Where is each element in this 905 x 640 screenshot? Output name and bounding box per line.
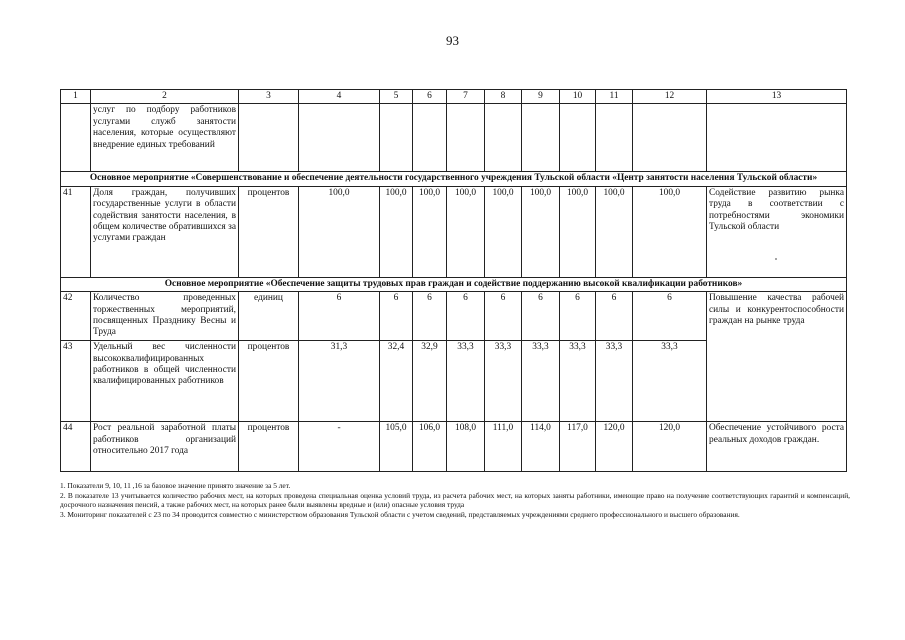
header-cell: 7 <box>447 90 485 104</box>
indicators-table <box>60 89 847 472</box>
unit: процентов <box>239 341 299 422</box>
value-cell: 111,0 <box>485 422 522 472</box>
header-cell: 6 <box>413 90 447 104</box>
value-cell: 32,4 <box>380 341 413 422</box>
value-cell: 6 <box>447 292 485 341</box>
value-cell: 120,0 <box>596 422 633 472</box>
value-cell: 114,0 <box>522 422 560 472</box>
value-cell: 120,0 <box>633 422 707 472</box>
header-cell: 5 <box>380 90 413 104</box>
value-cell: 33,3 <box>633 341 707 422</box>
value-cell: - <box>299 422 380 472</box>
page-number: 93 <box>446 33 459 48</box>
header-cell: 10 <box>560 90 596 104</box>
value-cell: 6 <box>522 292 560 341</box>
value-cell: 100,0 <box>380 186 413 277</box>
indicator-name: Удельный вес численности высококвалифицированных работников в общей численности квалифицированных работников <box>91 341 239 422</box>
unit: единиц <box>239 292 299 341</box>
value-cell: 105,0 <box>380 422 413 472</box>
row-number: 43 <box>61 341 91 422</box>
header-cell: 1 <box>61 90 91 104</box>
footnotes <box>60 481 850 519</box>
value-cell: 6 <box>560 292 596 341</box>
value-cell: 100,0 <box>485 186 522 277</box>
value-cell: 100,0 <box>633 186 707 277</box>
expected-result: Повышение качества рабочей силы и конкурентоспособности граждан на рынке труда <box>707 292 847 422</box>
table-row <box>61 422 847 472</box>
value-cell: 6 <box>633 292 707 341</box>
value-cell: 33,3 <box>522 341 560 422</box>
scan-speck <box>775 258 777 260</box>
value-cell: 100,0 <box>413 186 447 277</box>
indicator-name: Рост реальной заработной платы работников организаций относительно 2017 года <box>91 422 239 472</box>
indicator-name: Количество проведенных торжественных мероприятий, посвященных Празднику Весны и Труда <box>91 292 239 341</box>
value-cell: 117,0 <box>560 422 596 472</box>
header-cell: 11 <box>596 90 633 104</box>
footnote-1: 1. Показатели 9, 10, 11 ,16 за базовое значение принято значение за 5 лет. <box>60 481 291 490</box>
expected-result: Содействие развитию рынка труда в соответствии с потребностями экономики Тульской области <box>707 186 847 277</box>
value-cell: 100,0 <box>560 186 596 277</box>
row-number: 41 <box>61 186 91 277</box>
value-cell: 32,9 <box>413 341 447 422</box>
header-cell: 3 <box>239 90 299 104</box>
value-cell: 33,3 <box>560 341 596 422</box>
value-cell: 6 <box>299 292 380 341</box>
value-cell: 100,0 <box>522 186 560 277</box>
value-cell: 33,3 <box>447 341 485 422</box>
section-heading: Основное мероприятие «Совершенствование и обеспечение деятельности государственного учреждения Тульской области «Центр занятости населения Тульской области» <box>61 172 847 186</box>
header-cell: 2 <box>91 90 239 104</box>
indicator-name: Доля граждан, получивших государственные услуги в области содействия занятости населения, в общем количестве обратившихся за услугами граждан <box>91 186 239 277</box>
unit: процентов <box>239 422 299 472</box>
unit: процентов <box>239 186 299 277</box>
value-cell: 6 <box>596 292 633 341</box>
value-cell: 33,3 <box>485 341 522 422</box>
value-cell: 31,3 <box>299 341 380 422</box>
header-cell: 13 <box>707 90 847 104</box>
section-heading: Основное мероприятие «Обеспечение защиты трудовых прав граждан и содействие поддержанию высокой квалификации работников» <box>61 277 847 291</box>
header-cell: 4 <box>299 90 380 104</box>
header-row <box>61 90 847 104</box>
value-cell: 108,0 <box>447 422 485 472</box>
table-row <box>61 186 847 277</box>
expected-result: Обеспечение устойчивого роста реальных доходов граждан. <box>707 422 847 472</box>
header-cell: 9 <box>522 90 560 104</box>
section-heading-row <box>61 172 847 186</box>
value-cell: 6 <box>413 292 447 341</box>
header-cell: 8 <box>485 90 522 104</box>
value-cell: 6 <box>485 292 522 341</box>
row-number: 42 <box>61 292 91 341</box>
header-cell: 12 <box>633 90 707 104</box>
value-cell: 6 <box>380 292 413 341</box>
value-cell: 100,0 <box>596 186 633 277</box>
table-row-continuation <box>61 104 847 172</box>
table-row <box>61 292 847 341</box>
footnote-2: 2. В показателе 13 учитывается количество рабочих мест, на которых проведена специальная оценка условий труда, из расчета рабочих мест, на которых заняты работники, имеющие право на получение соответствующих гарантий и компенсаций, досрочного назначения пенсий, а также рабочих мест, на которых ранее были выявлены вредные и (или) опасные условия труда <box>60 490 850 510</box>
value-cell: 100,0 <box>447 186 485 277</box>
section-heading-row <box>61 277 847 291</box>
value-cell: 100,0 <box>299 186 380 277</box>
row-number: 44 <box>61 422 91 472</box>
value-cell: 106,0 <box>413 422 447 472</box>
value-cell: 33,3 <box>596 341 633 422</box>
indicator-name: услуг по подбору работников услугами служб занятости населения, которые осуществляют внедрение единых требований <box>91 104 239 172</box>
footnote-3: 3. Мониторинг показателей с 23 по 34 проводится совместно с министерством образования Тульской области с учетом сведений, представляемых учреждениями среднего профессионального и высшего образования. <box>60 509 740 519</box>
